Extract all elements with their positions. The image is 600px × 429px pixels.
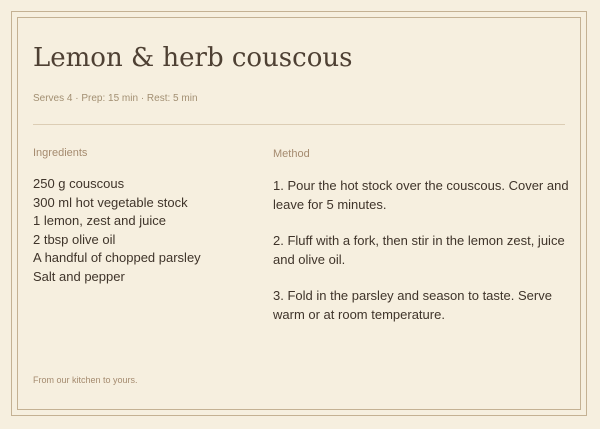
ingredient-item: 250 g couscous: [33, 176, 125, 191]
ingredient-item: 1 lemon, zest and juice: [33, 213, 166, 228]
method-step: 3. Fold in the parsley and season to taste. Serve warm or at room temperature.: [273, 288, 552, 322]
divider: [33, 124, 565, 125]
ingredients-heading: Ingredients: [33, 147, 88, 159]
method-step: 1. Pour the hot stock over the couscous. Cover and leave for 5 minutes.: [273, 178, 569, 212]
method-steps: [273, 176, 573, 341]
method-step: 2. Fluff with a fork, then stir in the lemon zest, juice and olive oil.: [273, 233, 565, 267]
method-heading: Method: [273, 148, 310, 160]
footer-note: From our kitchen to yours.: [33, 375, 138, 385]
ingredient-item: Salt and pepper: [33, 268, 125, 284]
ingredient-item: 2 tbsp olive oil: [33, 231, 116, 247]
recipe-meta: Serves 4 · Prep: 15 min · Rest: 5 min: [33, 93, 198, 104]
ingredients-list: [33, 175, 201, 286]
ingredient-item: A handful of chopped parsley: [33, 250, 201, 265]
ingredient-item: 300 ml hot vegetable stock: [33, 194, 188, 210]
recipe-title: Lemon & herb couscous: [33, 43, 353, 73]
